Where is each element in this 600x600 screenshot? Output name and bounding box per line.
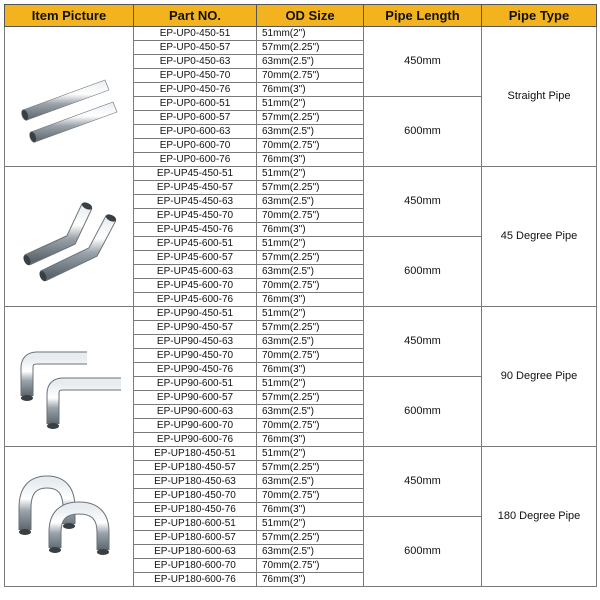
part-number: EP-UP180-450-63 (134, 475, 257, 489)
part-number: EP-UP180-450-76 (134, 503, 257, 517)
header-pipe-length: Pipe Length (364, 5, 482, 27)
od-size: 76mm(3") (257, 83, 364, 97)
part-number: EP-UP180-600-76 (134, 573, 257, 587)
od-size: 57mm(2.25") (257, 461, 364, 475)
od-size: 76mm(3") (257, 293, 364, 307)
od-size: 76mm(3") (257, 363, 364, 377)
od-size: 57mm(2.25") (257, 181, 364, 195)
od-size: 63mm(2.5") (257, 125, 364, 139)
od-size: 70mm(2.75") (257, 69, 364, 83)
od-size: 57mm(2.25") (257, 251, 364, 265)
part-number: EP-UP45-600-57 (134, 251, 257, 265)
part-number: EP-UP45-600-51 (134, 237, 257, 251)
od-size: 63mm(2.5") (257, 265, 364, 279)
part-number: EP-UP90-450-76 (134, 363, 257, 377)
part-number: EP-UP90-450-70 (134, 349, 257, 363)
pipe-length: 450mm (364, 447, 482, 517)
od-size: 63mm(2.5") (257, 545, 364, 559)
part-number: EP-UP0-450-63 (134, 55, 257, 69)
od-size: 70mm(2.75") (257, 209, 364, 223)
part-number: EP-UP90-600-57 (134, 391, 257, 405)
od-size: 51mm(2") (257, 27, 364, 41)
od-size: 51mm(2") (257, 237, 364, 251)
table-row (5, 447, 597, 461)
pipe-type: 180 Degree Pipe (482, 447, 597, 587)
od-size: 57mm(2.25") (257, 321, 364, 335)
pipe-type: 45 Degree Pipe (482, 167, 597, 307)
header-od-size: OD Size (257, 5, 364, 27)
od-size: 70mm(2.75") (257, 279, 364, 293)
part-number: EP-UP0-600-57 (134, 111, 257, 125)
od-size: 57mm(2.25") (257, 111, 364, 125)
od-size: 63mm(2.5") (257, 475, 364, 489)
part-number: EP-UP0-450-51 (134, 27, 257, 41)
od-size: 51mm(2") (257, 517, 364, 531)
pipe-type: Straight Pipe (482, 27, 597, 167)
od-size: 63mm(2.5") (257, 55, 364, 69)
table-body (5, 27, 597, 587)
part-number: EP-UP0-600-70 (134, 139, 257, 153)
item-picture-cell (5, 447, 134, 587)
od-size: 51mm(2") (257, 447, 364, 461)
od-size: 63mm(2.5") (257, 195, 364, 209)
part-number: EP-UP90-450-51 (134, 307, 257, 321)
od-size: 76mm(3") (257, 503, 364, 517)
part-number: EP-UP45-450-51 (134, 167, 257, 181)
part-number: EP-UP180-450-51 (134, 447, 257, 461)
od-size: 63mm(2.5") (257, 335, 364, 349)
item-picture-cell (5, 307, 134, 447)
od-size: 51mm(2") (257, 97, 364, 111)
od-size: 51mm(2") (257, 167, 364, 181)
part-number: EP-UP45-450-57 (134, 181, 257, 195)
item-picture-cell (5, 27, 134, 167)
part-number: EP-UP180-450-57 (134, 461, 257, 475)
od-size: 76mm(3") (257, 223, 364, 237)
part-number: EP-UP90-450-63 (134, 335, 257, 349)
header-part-no: Part NO. (134, 5, 257, 27)
table-row (5, 307, 597, 321)
part-number: EP-UP0-450-57 (134, 41, 257, 55)
pipe-length: 600mm (364, 97, 482, 167)
part-number: EP-UP180-600-51 (134, 517, 257, 531)
part-number: EP-UP0-450-76 (134, 83, 257, 97)
od-size: 76mm(3") (257, 573, 364, 587)
pipe-length: 450mm (364, 27, 482, 97)
table-header-row (5, 5, 597, 27)
part-number: EP-UP90-600-70 (134, 419, 257, 433)
part-number: EP-UP90-600-51 (134, 377, 257, 391)
straight-pipe-icon (5, 32, 133, 162)
od-size: 57mm(2.25") (257, 41, 364, 55)
pipe-spec-table (4, 4, 597, 587)
part-number: EP-UP45-450-63 (134, 195, 257, 209)
part-number: EP-UP0-600-51 (134, 97, 257, 111)
pipe-type: 90 Degree Pipe (482, 307, 597, 447)
part-number: EP-UP45-450-76 (134, 223, 257, 237)
od-size: 70mm(2.75") (257, 139, 364, 153)
header-item-picture: Item Picture (5, 5, 134, 27)
od-size: 76mm(3") (257, 153, 364, 167)
part-number: EP-UP90-600-63 (134, 405, 257, 419)
part-number: EP-UP0-600-76 (134, 153, 257, 167)
pipe-length: 600mm (364, 377, 482, 447)
part-number: EP-UP90-600-76 (134, 433, 257, 447)
180-degree-pipe-icon (5, 452, 133, 582)
od-size: 70mm(2.75") (257, 489, 364, 503)
pipe-length: 600mm (364, 237, 482, 307)
part-number: EP-UP45-450-70 (134, 209, 257, 223)
part-number: EP-UP180-600-63 (134, 545, 257, 559)
part-number: EP-UP45-600-76 (134, 293, 257, 307)
90-degree-pipe-icon (5, 312, 133, 442)
table-row (5, 27, 597, 41)
pipe-length: 600mm (364, 517, 482, 587)
part-number: EP-UP45-600-70 (134, 279, 257, 293)
table-row (5, 167, 597, 181)
part-number: EP-UP0-600-63 (134, 125, 257, 139)
od-size: 76mm(3") (257, 433, 364, 447)
od-size: 70mm(2.75") (257, 349, 364, 363)
part-number: EP-UP180-450-70 (134, 489, 257, 503)
pipe-length: 450mm (364, 167, 482, 237)
od-size: 63mm(2.5") (257, 405, 364, 419)
od-size: 70mm(2.75") (257, 559, 364, 573)
od-size: 70mm(2.75") (257, 419, 364, 433)
part-number: EP-UP180-600-70 (134, 559, 257, 573)
part-number: EP-UP0-450-70 (134, 69, 257, 83)
od-size: 57mm(2.25") (257, 531, 364, 545)
part-number: EP-UP180-600-57 (134, 531, 257, 545)
od-size: 57mm(2.25") (257, 391, 364, 405)
pipe-length: 450mm (364, 307, 482, 377)
od-size: 51mm(2") (257, 307, 364, 321)
od-size: 51mm(2") (257, 377, 364, 391)
item-picture-cell (5, 167, 134, 307)
part-number: EP-UP90-450-57 (134, 321, 257, 335)
45-degree-pipe-icon (5, 172, 133, 302)
part-number: EP-UP45-600-63 (134, 265, 257, 279)
header-pipe-type: Pipe Type (482, 5, 597, 27)
